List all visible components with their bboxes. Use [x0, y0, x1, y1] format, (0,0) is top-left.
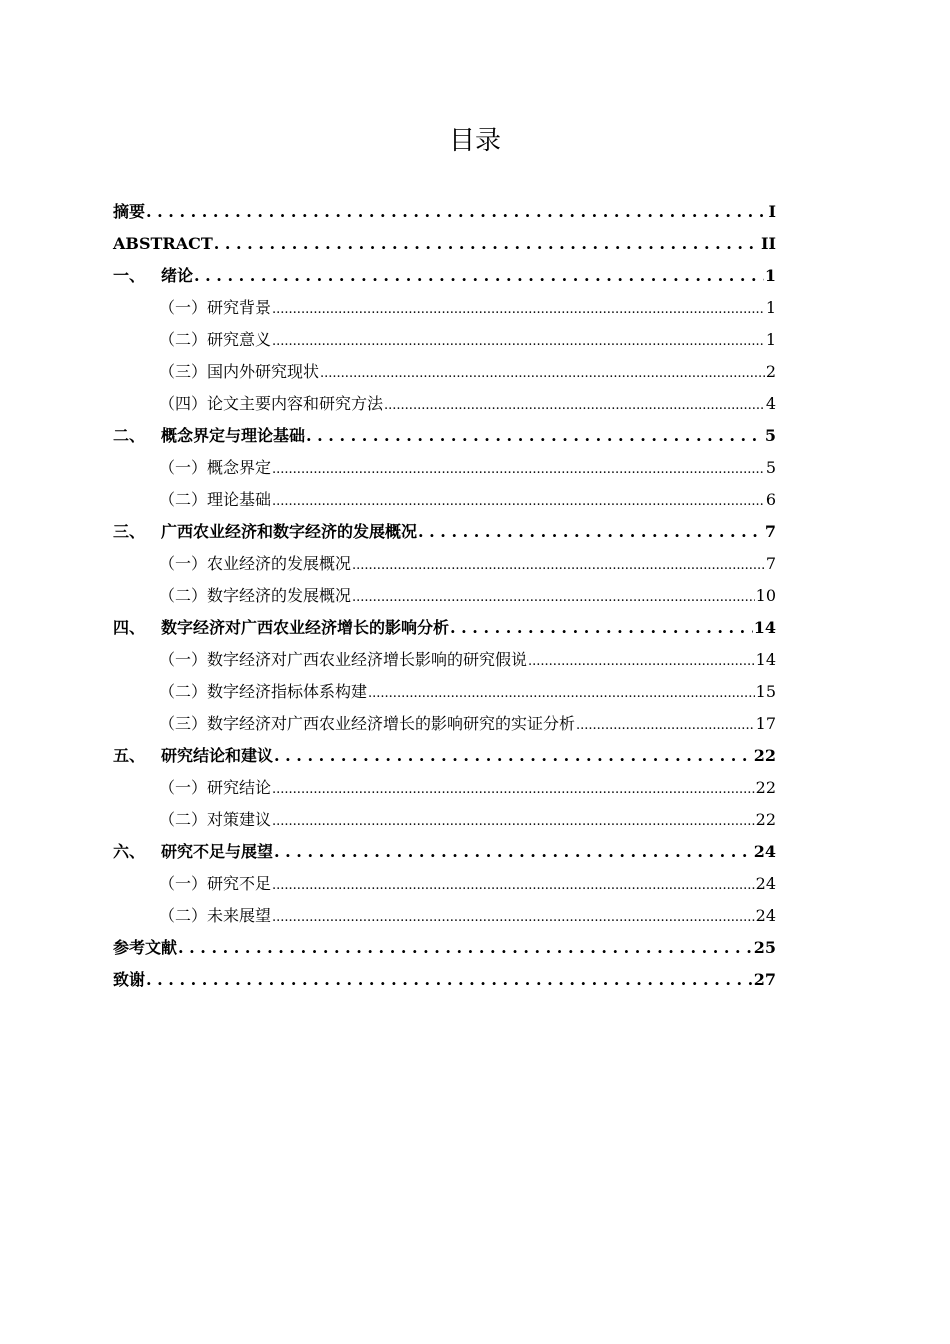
toc-page-number: 2 — [765, 362, 776, 381]
toc-entry-number: 五、 — [113, 746, 146, 765]
toc-page-number: 22 — [755, 778, 776, 797]
toc-dot-leader — [272, 868, 755, 902]
toc-entry-title: （二）数字经济指标体系构建 — [159, 682, 368, 701]
toc-page-number: 5 — [764, 426, 776, 445]
toc-dot-leader — [418, 516, 764, 548]
toc-dot-leader — [178, 932, 753, 964]
toc-entry-title: （三）数字经济对广西农业经济增长的影响研究的实证分析 — [159, 714, 576, 733]
toc-entry-number: 六、 — [113, 842, 146, 861]
toc-page-number: 1 — [765, 330, 776, 349]
toc-entry-title: 数字经济对广西农业经济增长的影响分析 — [161, 618, 450, 637]
toc-dot-leader — [146, 196, 768, 228]
toc-chapter-entry[interactable] — [113, 836, 776, 868]
toc-dot-leader — [368, 676, 755, 710]
toc-entry-title: （二）对策建议 — [159, 810, 272, 829]
toc-dot-leader — [272, 772, 755, 806]
toc-section-entry[interactable] — [113, 324, 776, 356]
toc-entry-title: （一）研究背景 — [159, 298, 272, 317]
toc-dot-leader — [146, 964, 753, 996]
toc-page-number: 7 — [765, 554, 776, 573]
table-of-contents — [113, 196, 776, 996]
toc-dot-leader — [450, 612, 753, 644]
toc-chapter-entry[interactable] — [113, 420, 776, 452]
toc-dot-leader — [352, 580, 755, 614]
toc-section-entry[interactable] — [113, 580, 776, 612]
toc-dot-leader — [272, 484, 765, 518]
toc-dot-leader — [306, 420, 764, 452]
toc-entry-title: （一）概念界定 — [159, 458, 272, 477]
toc-section-entry[interactable] — [113, 868, 776, 900]
toc-dot-leader — [576, 708, 755, 742]
toc-section-entry[interactable] — [113, 676, 776, 708]
toc-page-number: 7 — [764, 522, 776, 541]
toc-chapter-entry[interactable] — [113, 932, 776, 964]
toc-entry-number: 一、 — [113, 266, 146, 285]
toc-section-entry[interactable] — [113, 356, 776, 388]
toc-chapter-entry[interactable] — [113, 612, 776, 644]
toc-entry-title: （一）数字经济对广西农业经济增长影响的研究假说 — [159, 650, 528, 669]
toc-page-number: 24 — [755, 906, 776, 925]
toc-chapter-entry[interactable] — [113, 260, 776, 292]
toc-entry-title: 广西农业经济和数字经济的发展概况 — [161, 522, 418, 541]
toc-page-number: 5 — [765, 458, 776, 477]
toc-entry-title: （二）未来展望 — [159, 906, 272, 925]
toc-entry-title: （二）研究意义 — [159, 330, 272, 349]
toc-dot-leader — [352, 548, 765, 582]
toc-entry-title: 研究不足与展望 — [161, 842, 274, 861]
toc-entry-title: 绪论 — [161, 266, 194, 285]
toc-section-entry[interactable] — [113, 484, 776, 516]
toc-page-number: 6 — [765, 490, 776, 509]
toc-page-number: 22 — [755, 810, 776, 829]
toc-entry-title: （二）理论基础 — [159, 490, 272, 509]
toc-page-number: 4 — [765, 394, 776, 413]
toc-dot-leader — [214, 228, 760, 260]
toc-page-number: 1 — [764, 266, 776, 285]
toc-page-number: II — [761, 234, 776, 253]
toc-entry-title: （一）研究结论 — [159, 778, 272, 797]
toc-entry-number: 三、 — [113, 522, 146, 541]
toc-page-number: 17 — [755, 714, 776, 733]
toc-section-entry[interactable] — [113, 644, 776, 676]
toc-section-entry[interactable] — [113, 900, 776, 932]
toc-page-number: 10 — [755, 586, 776, 605]
toc-section-entry[interactable] — [113, 708, 776, 740]
toc-entry-number: 四、 — [113, 618, 146, 637]
toc-chapter-entry[interactable] — [113, 196, 776, 228]
toc-dot-leader — [528, 644, 755, 678]
toc-dot-leader — [272, 324, 765, 358]
toc-page-number: 27 — [753, 970, 776, 989]
toc-entry-title: 参考文献 — [113, 938, 178, 957]
toc-dot-leader — [274, 836, 753, 868]
toc-chapter-entry[interactable] — [113, 228, 776, 260]
toc-section-entry[interactable] — [113, 388, 776, 420]
toc-dot-leader — [320, 356, 765, 390]
toc-page-number: 25 — [753, 938, 776, 957]
toc-section-entry[interactable] — [113, 292, 776, 324]
toc-entry-title: ABSTRACT — [113, 234, 213, 253]
toc-entry-title: 研究结论和建议 — [161, 746, 274, 765]
toc-entry-title: （一）研究不足 — [159, 874, 272, 893]
toc-section-entry[interactable] — [113, 452, 776, 484]
toc-page-number: 15 — [755, 682, 776, 701]
toc-page-number: 14 — [753, 618, 776, 637]
toc-chapter-entry[interactable] — [113, 516, 776, 548]
toc-section-entry[interactable] — [113, 772, 776, 804]
toc-dot-leader — [272, 900, 755, 934]
toc-entry-title: （四）论文主要内容和研究方法 — [159, 394, 384, 413]
toc-entry-title: 摘要 — [113, 202, 146, 221]
toc-section-entry[interactable] — [113, 804, 776, 836]
toc-entry-title: （二）数字经济的发展概况 — [159, 586, 352, 605]
toc-chapter-entry[interactable] — [113, 740, 776, 772]
toc-page-number: 24 — [755, 874, 776, 893]
toc-page-number: 1 — [765, 298, 776, 317]
toc-entry-number: 二、 — [113, 426, 146, 445]
toc-page-number: I — [768, 202, 776, 221]
toc-section-entry[interactable] — [113, 548, 776, 580]
toc-page-number: 22 — [753, 746, 776, 765]
toc-entry-title: （一）农业经济的发展概况 — [159, 554, 352, 573]
toc-dot-leader — [274, 740, 753, 772]
toc-dot-leader — [194, 260, 764, 292]
page-title: 目录 — [448, 126, 501, 156]
toc-dot-leader — [272, 804, 755, 838]
toc-page-number: 24 — [753, 842, 776, 861]
toc-dot-leader — [272, 292, 765, 326]
toc-dot-leader — [384, 388, 765, 422]
toc-entry-title: （三）国内外研究现状 — [159, 362, 320, 381]
toc-entry-title: 概念界定与理论基础 — [161, 426, 306, 445]
toc-chapter-entry[interactable] — [113, 964, 776, 996]
toc-dot-leader — [272, 452, 765, 486]
toc-entry-title: 致谢 — [113, 970, 146, 989]
toc-page-number: 14 — [755, 650, 776, 669]
